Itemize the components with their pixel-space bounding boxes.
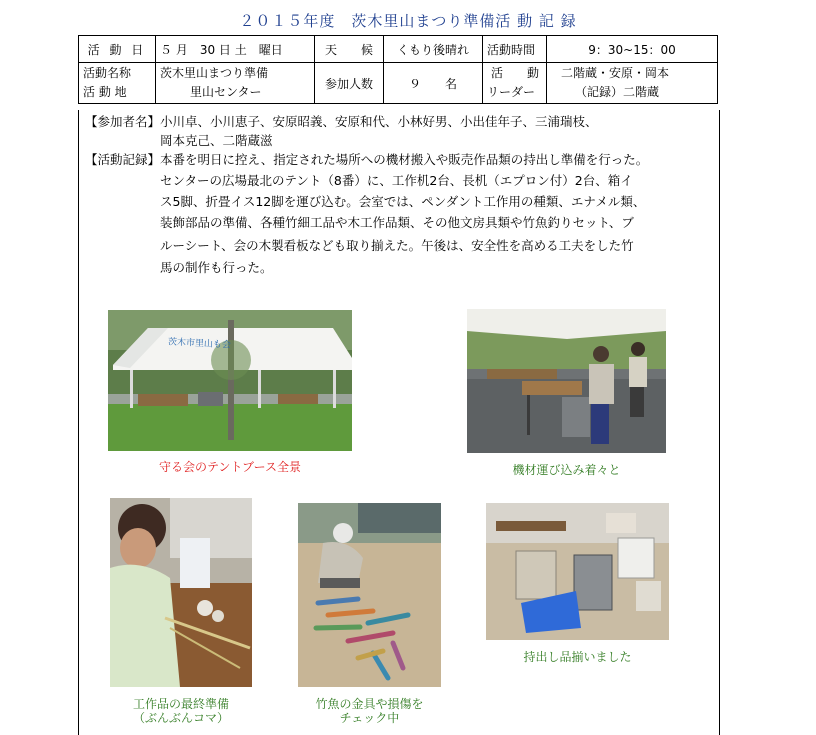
name-place-label <box>79 63 156 104</box>
leader-label: 活 動 リーダー <box>483 63 547 104</box>
count-label: 参加人数 <box>315 63 384 104</box>
tent-booth-photo <box>108 310 352 451</box>
name-value: 茨木里山まつり準備 <box>160 66 269 80</box>
bamboo-fish-photo <box>298 503 441 687</box>
page-title: ２０１５年度 茨木里山まつり準備活 動 記 録 <box>239 12 577 30</box>
participants-line-1: 【参加者名】小川卓、小川恵子、安原昭義、安原和代、小林好男、小出佳年子、三浦瑞枝、 <box>85 114 598 129</box>
participants-label: 【参加者名】 <box>85 114 161 129</box>
record-line-4: 装飾部品の準備、各種竹細工品や木工作品類、その他文房具類や竹魚釣りセット、ブ <box>160 215 634 230</box>
date-value: ５ 月 30 日 土 曜日 <box>156 36 315 63</box>
record-line-1: 【活動記録】本番を明日に控え、指定された場所への機材搬入や販売作品類の持出し準備を行った。 <box>85 152 649 167</box>
craft-preparation-caption: 工作品の最終準備 （ぶんぶんコマ） <box>132 697 229 725</box>
craft-preparation-photo <box>110 498 252 687</box>
time-value: 9：30~15：00 <box>547 36 718 63</box>
record-line-3: ス5脚、折畳イス12脚を運び込む。会室では、ペンダント工作用の種類、エナメル類、 <box>160 194 646 209</box>
tent-sign-text: 茨木市里山も会 <box>167 337 232 351</box>
record-label: 【活動記録】 <box>85 152 161 167</box>
time-label: 活動時間 <box>483 36 547 63</box>
date-label: 活 動 日 <box>79 36 156 63</box>
record-line-2: センターの広場最北のテント（8番）に、工作机2台、長机（エプロン付）2台、箱イ <box>160 173 633 188</box>
items-ready-photo <box>486 503 669 640</box>
record-header-table <box>78 35 718 104</box>
moving-equipment-photo <box>467 309 666 453</box>
weather-value: くもり後晴れ <box>384 36 483 63</box>
leader-value: 二階蔵・安原・岡本 （記録）二階蔵 <box>547 63 718 104</box>
place-value: 里山センター <box>190 85 262 99</box>
items-ready-caption: 持出し品揃いました <box>523 650 632 664</box>
tent-booth-caption: 守る会のテントブース全景 <box>158 460 302 474</box>
name-label: 活動名称 <box>83 66 132 80</box>
count-value: ９ 名 <box>384 63 483 104</box>
record-line-5: ルーシート、会の木製看板なども取り揃えた。午後は、安全性を高める工夫をした竹 <box>160 238 634 253</box>
weather-label: 天 候 <box>315 36 384 63</box>
participants-line-2: 岡本克己、二階蔵滋 <box>160 133 273 148</box>
record-line-6: 馬の制作も行った。 <box>160 260 273 275</box>
name-place-value <box>156 63 315 104</box>
moving-equipment-caption: 機材運び込み着々と <box>512 463 621 477</box>
bamboo-fish-caption: 竹魚の金具や損傷を チェック中 <box>315 697 424 725</box>
place-label: 活 動 地 <box>83 85 127 99</box>
